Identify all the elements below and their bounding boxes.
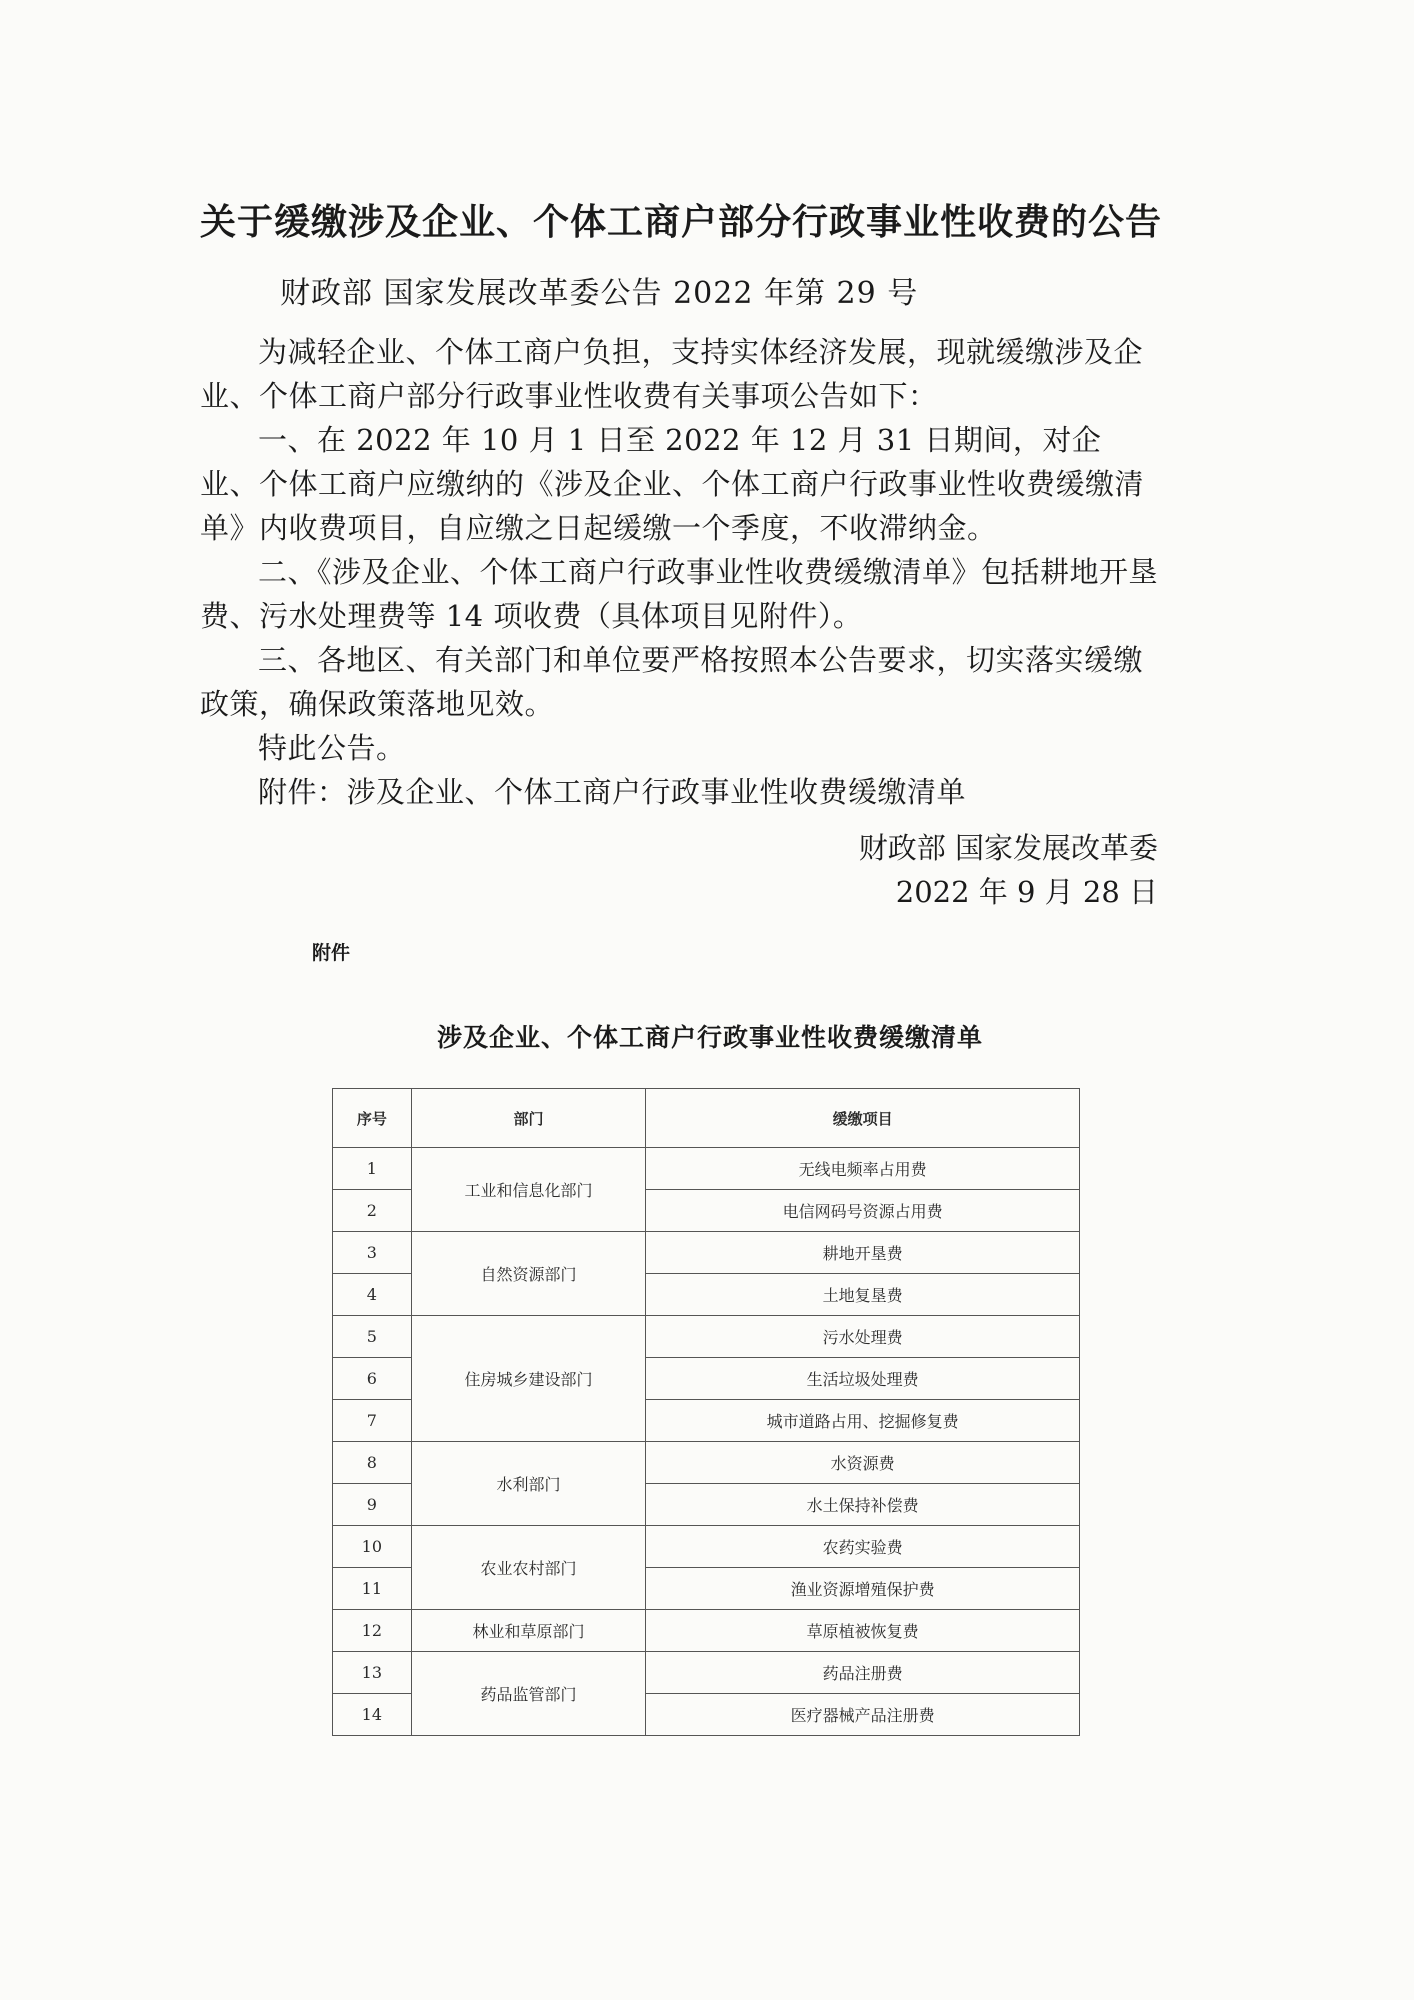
row-number: 7 [333,1400,412,1442]
notice-body [200,330,1160,814]
row-number: 3 [333,1232,412,1274]
department-cell: 农业农村部门 [411,1526,646,1610]
signatory: 财政部 国家发展改革委 [858,831,1158,865]
row-number: 2 [333,1190,412,1232]
table-row [333,1652,1080,1694]
fee-item: 草原植被恢复费 [646,1610,1080,1652]
fee-item: 土地复垦费 [646,1274,1080,1316]
department-cell: 药品监管部门 [411,1652,646,1736]
department-cell: 林业和草原部门 [411,1610,646,1652]
fee-item: 耕地开垦费 [646,1232,1080,1274]
row-number: 10 [333,1526,412,1568]
row-number: 8 [333,1442,412,1484]
fee-item: 药品注册费 [646,1652,1080,1694]
fee-deferral-table [332,1088,1080,1736]
signing-date: 2022 年 9 月 28 日 [895,875,1158,909]
fee-item: 污水处理费 [646,1316,1080,1358]
fee-item: 农药实验费 [646,1526,1080,1568]
paragraph: 一、在 2022 年 10 月 1 日至 2022 年 12 月 31 日期间，对企业、个体工商户应缴纳的《涉及企业、个体工商户行政事业性收费缓缴清单》内收费项目，自应缴之日起缓缴一个季度，不收滞纳金。 [200,423,1145,545]
header-department: 部门 [411,1089,646,1148]
fee-item: 水土保持补偿费 [646,1484,1080,1526]
table-header-row [333,1089,1080,1148]
department-cell: 住房城乡建设部门 [411,1316,646,1442]
paragraph: 三、各地区、有关部门和单位要严格按照本公告要求，切实落实缓缴政策，确保政策落地见效。 [200,643,1144,721]
row-number: 14 [333,1694,412,1736]
department-cell: 工业和信息化部门 [411,1148,646,1232]
fee-item: 水资源费 [646,1442,1080,1484]
table-row [333,1232,1080,1274]
fee-item: 电信网码号资源占用费 [646,1190,1080,1232]
row-number: 4 [333,1274,412,1316]
table-row [333,1316,1080,1358]
header-no: 序号 [333,1089,412,1148]
paragraph: 二、《涉及企业、个体工商户行政事业性收费缓缴清单》包括耕地开垦费、污水处理费等 14 项收费（具体项目见附件）。 [200,555,1159,633]
row-number: 6 [333,1358,412,1400]
fee-item: 生活垃圾处理费 [646,1358,1080,1400]
attachment-title: 涉及企业、个体工商户行政事业性收费缓缴清单 [436,1023,983,1052]
department-cell: 自然资源部门 [411,1232,646,1316]
paragraph: 特此公告。 [258,731,406,765]
paragraph: 为减轻企业、个体工商户负担，支持实体经济发展，现就缓缴涉及企业、个体工商户部分行政事业性收费有关事项公告如下： [200,335,1144,413]
department-cell: 水利部门 [411,1442,646,1526]
notice-title: 关于缓缴涉及企业、个体工商户部分行政事业性收费的公告 [200,202,1163,243]
header-item: 缓缴项目 [646,1089,1080,1148]
signature-block [859,826,1158,914]
row-number: 9 [333,1484,412,1526]
row-number: 11 [333,1568,412,1610]
attachment-label: 附件 [312,942,351,964]
row-number: 5 [333,1316,412,1358]
fee-item: 渔业资源增殖保护费 [646,1568,1080,1610]
table-row [333,1148,1080,1190]
table-body [333,1148,1080,1736]
row-number: 1 [333,1148,412,1190]
paragraph: 附件：涉及企业、个体工商户行政事业性收费缓缴清单 [258,775,967,809]
table-row [333,1442,1080,1484]
row-number: 13 [333,1652,412,1694]
document-number: 财政部 国家发展改革委公告 2022 年第 29 号 [280,276,919,311]
table-row [333,1610,1080,1652]
row-number: 12 [333,1610,412,1652]
fee-item: 城市道路占用、挖掘修复费 [646,1400,1080,1442]
table-row [333,1526,1080,1568]
fee-item: 无线电频率占用费 [646,1148,1080,1190]
fee-item: 医疗器械产品注册费 [646,1694,1080,1736]
